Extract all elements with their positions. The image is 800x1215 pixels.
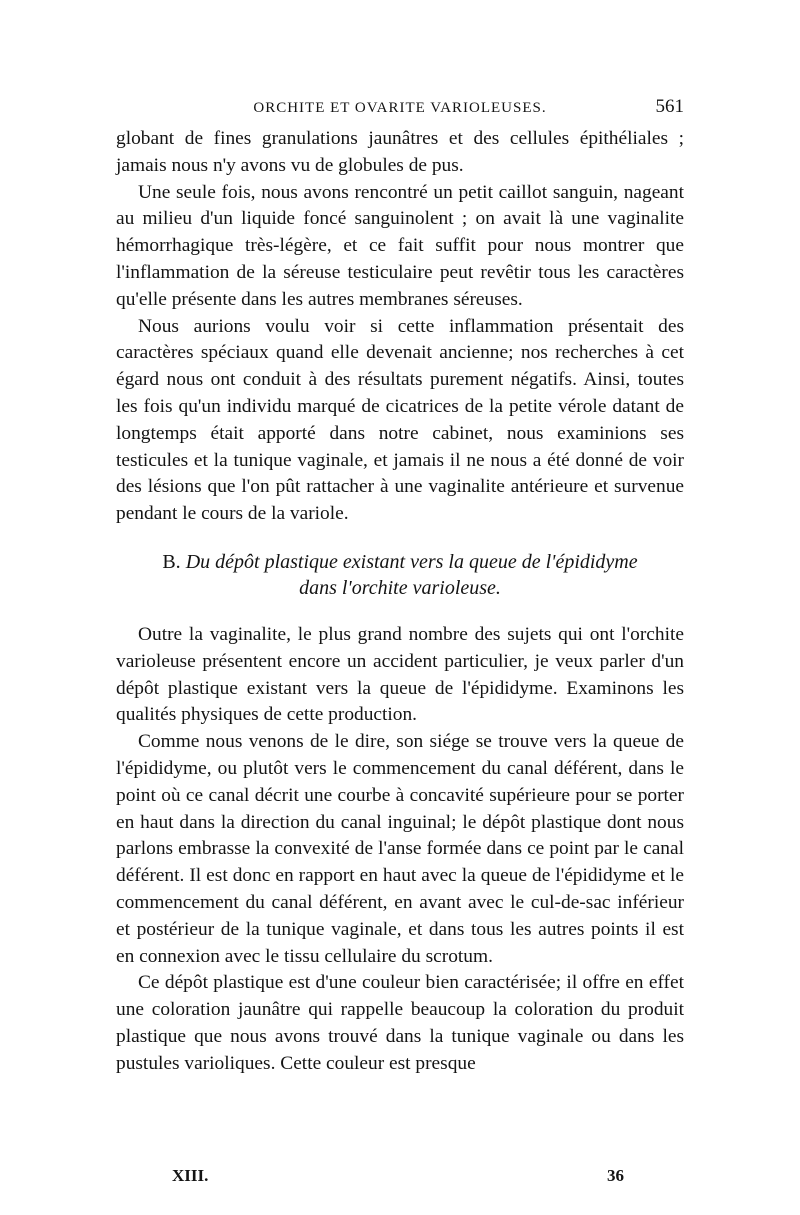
section-title-part-2: dans l'orchite varioleuse.	[299, 576, 501, 599]
section-heading	[116, 549, 684, 601]
sheet-number: 36	[607, 1166, 624, 1185]
paragraph: Une seule fois, nous avons rencontré un petit caillot sanguin, nageant au milieu d'un liquide foncé sanguinolent ; on avait là une vaginalite hémorrhagique très-légère, et ce fait suffit pour nous montrer que l'inflammation de la séreuse testiculaire peut revêtir tous les caractères qu'elle présente dans les autres membranes séreuses.	[116, 181, 684, 310]
section-letter: B.	[162, 550, 181, 573]
paragraph: Ce dépôt plastique est d'une couleur bien caractérisée; il offre en effet une coloration jaunâtre qui rappelle beaucoup la coloration du produit plastique que nous avons trouvé dans la tunique vaginale ou dans les pustules varioliques. Cette couleur est presque	[116, 972, 684, 1074]
page-number: 561	[655, 96, 684, 117]
paragraph: Outre la vaginalite, le plus grand nombre des sujets qui ont l'orchite varioleuse présentent encore un accident particulier, je veux parler d'un dépôt plastique existant vers la queue de l'épididyme. Examinons les qualités physiques de cette production.	[116, 623, 684, 726]
paragraph: Comme nous venons de le dire, son siége se trouve vers la queue de l'épididyme, ou plutôt vers le commencement du canal déférent, dans le point où ce canal décrit une courbe à concavité supérieure pour se porter en haut dans la direction du canal inguinal; le dépôt plastique dont nous parlons embrasse la convexité de l'anse formée dans ce point par le canal déférent. Il est donc en rapport en haut avec la queue de l'épididyme et le commencement du canal déférent, en avant avec le cul-de-sac inférieur et postérieur de la tunique vaginale, et dans tous les autres points il est en connexion avec le tissu cellulaire du scrotum.	[116, 731, 684, 967]
running-head	[116, 96, 684, 126]
body-text	[116, 126, 684, 1078]
section-title-part-1: Du dépôt plastique existant vers la queue de l'épididyme	[185, 550, 638, 573]
paragraph-continued: globant de fines granulations jaunâtres et des cellules épithéliales ; jamais nous n'y avons vu de globules de pus.	[116, 128, 684, 176]
section-heading-line-1	[116, 549, 684, 575]
signature-mark: XIII.	[172, 1166, 209, 1185]
book-page	[116, 96, 684, 1078]
running-title: ORCHITE ET OVARITE VARIOLEUSES.	[253, 100, 547, 116]
paragraph: Nous aurions voulu voir si cette inflammation présentait des caractères spéciaux quand elle devenait ancienne; nos recherches à cet égard nous ont conduit à des résultats purement négatifs. Ainsi, toutes les fois qu'un individu marqué de cicatrices de la petite vérole datant de longtemps était apporté dans notre cabinet, nous examinions ses testicules et la tunique vaginale, et jamais il ne nous a été donné de voir des lésions que l'on pût rattacher à une vaginalite antérieure et survenue pendant le cours de la variole.	[116, 315, 684, 525]
